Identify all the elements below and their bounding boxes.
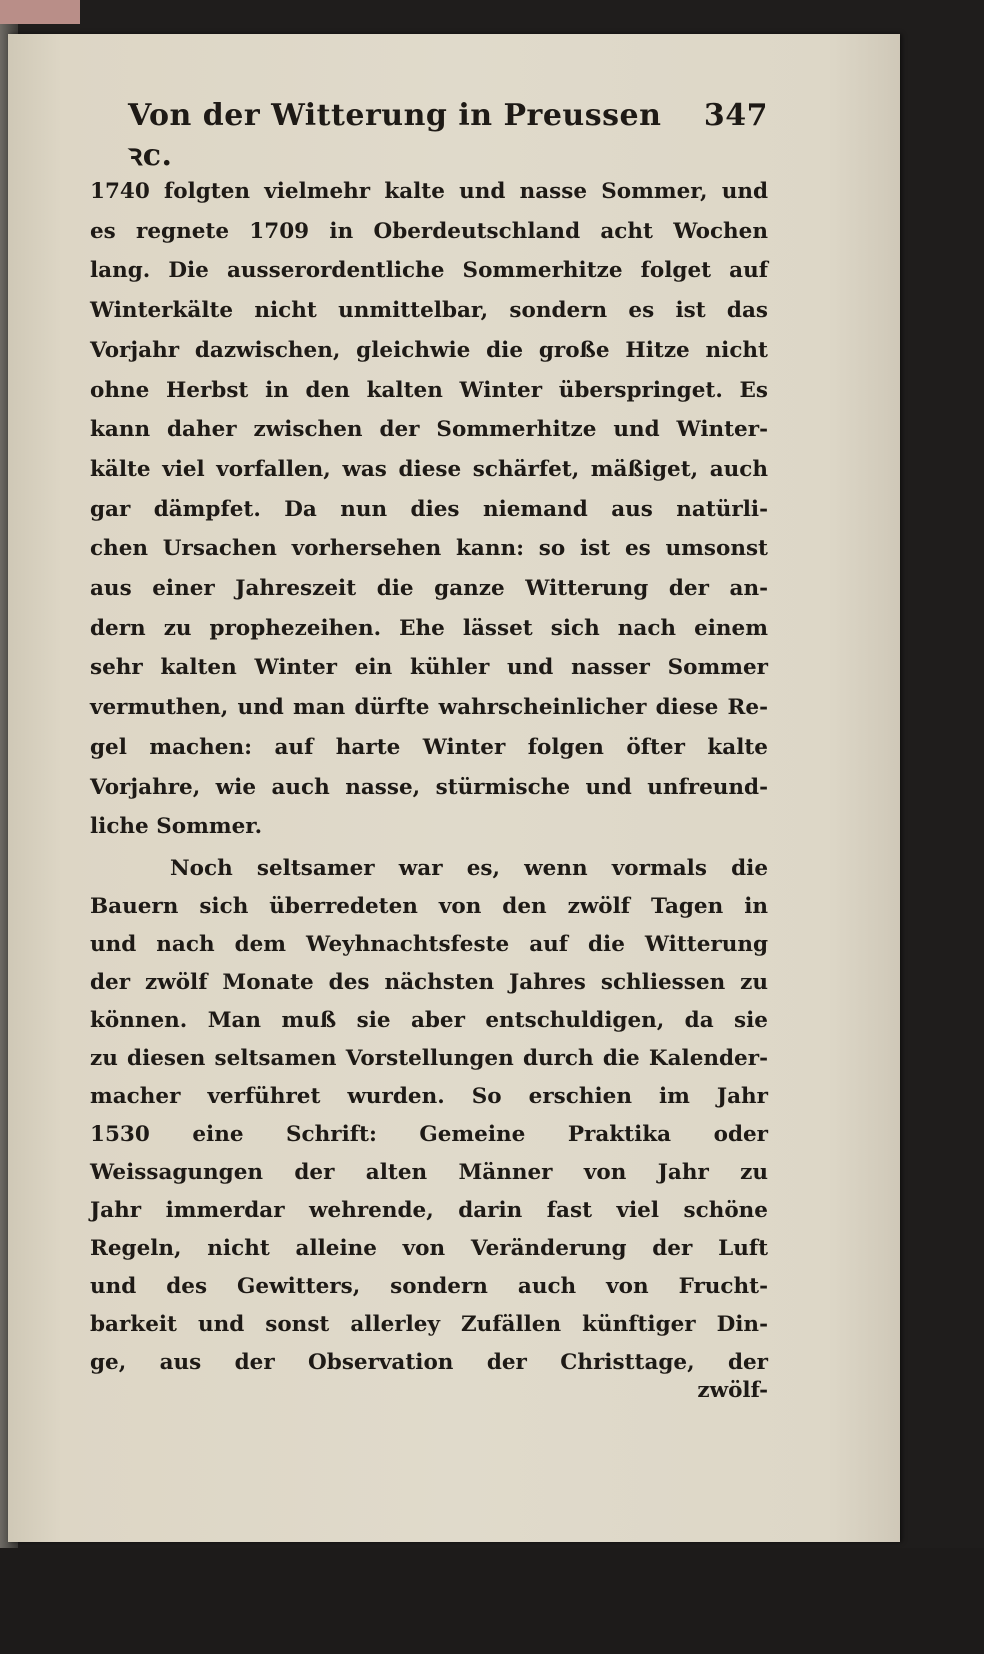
text-line: Noch seltsamer war es, wenn vormals die bbox=[170, 856, 768, 881]
paragraph-2 bbox=[90, 850, 768, 1382]
text-line: dern zu prophezeihen. Ehe lässet sich nach einem bbox=[90, 615, 768, 641]
page-number: 347 bbox=[703, 98, 768, 133]
text-line: Weissagungen der alten Männer von Jahr zu bbox=[90, 1160, 768, 1185]
text-line: es regnete 1709 in Oberdeutschland acht Wochen bbox=[90, 218, 768, 244]
bookmark-tab bbox=[0, 0, 80, 24]
text-line: Regeln, nicht alleine von Veränderung der Luft bbox=[90, 1236, 768, 1261]
text-line: sehr kalten Winter ein kühler und nasser Sommer bbox=[90, 655, 768, 681]
text-line: gel machen: auf harte Winter folgen öfter kalte bbox=[90, 734, 768, 760]
text-line: der zwölf Monate des nächsten Jahres schliessen zu bbox=[90, 970, 768, 995]
text-line: liche Sommer. bbox=[90, 814, 263, 840]
text-line: kälte viel vorfallen, was diese schärfet, mäßiget, auch bbox=[90, 456, 768, 482]
text-line: und des Gewitters, sondern auch von Frucht- bbox=[90, 1274, 768, 1299]
text-line: macher verführet wurden. So erschien im Jahr bbox=[90, 1084, 768, 1109]
text-line: Winterkälte nicht unmittelbar, sondern es ist das bbox=[90, 298, 768, 324]
running-title: Von der Witterung in Preussen ꝛc. bbox=[128, 98, 662, 173]
text-line: Vorjahr dazwischen, gleichwie die große Hitze nicht bbox=[90, 337, 768, 363]
scan-background bbox=[0, 1548, 984, 1654]
text-line: zu diesen seltsamen Vorstellungen durch die Kalender- bbox=[90, 1046, 768, 1071]
text-line: 1530 eine Schrift: Gemeine Praktika oder bbox=[90, 1122, 768, 1147]
text-line: Jahr immerdar wehrende, darin fast viel schöne bbox=[90, 1198, 768, 1223]
text-line: ge, aus der Observation der Christtage, der bbox=[90, 1350, 768, 1375]
text-line: gar dämpfet. Da nun dies niemand aus natürli- bbox=[90, 496, 768, 522]
text-line: Vorjahre, wie auch nasse, stürmische und unfreund- bbox=[90, 774, 768, 800]
text-line: ohne Herbst in den kalten Winter überspringet. Es bbox=[90, 377, 768, 403]
text-line: Bauern sich überredeten von den zwölf Tagen in bbox=[90, 894, 768, 919]
text-line: 1740 folgten vielmehr kalte und nasse Sommer, und bbox=[90, 179, 768, 204]
text-line: kann daher zwischen der Sommerhitze und Winter- bbox=[90, 417, 768, 443]
text-line: und nach dem Weyhnachtsfeste auf die Witterung bbox=[90, 932, 768, 957]
text-line: aus einer Jahreszeit die ganze Witterung der an- bbox=[90, 576, 768, 602]
text-line: chen Ursachen vorhersehen kann: so ist es umsonst bbox=[90, 536, 768, 562]
text-line: barkeit und sonst allerley Zufällen künftiger Din- bbox=[90, 1312, 768, 1337]
paragraph-1 bbox=[90, 172, 768, 847]
text-line: können. Man muß sie aber entschuldigen, da sie bbox=[90, 1008, 768, 1033]
text-line: lang. Die ausserordentliche Sommerhitze folget auf bbox=[90, 258, 768, 284]
running-header bbox=[128, 98, 768, 174]
text-line: vermuthen, und man dürfte wahrscheinlicher diese Re- bbox=[90, 695, 768, 721]
catchword: zwölf- bbox=[697, 1378, 768, 1403]
